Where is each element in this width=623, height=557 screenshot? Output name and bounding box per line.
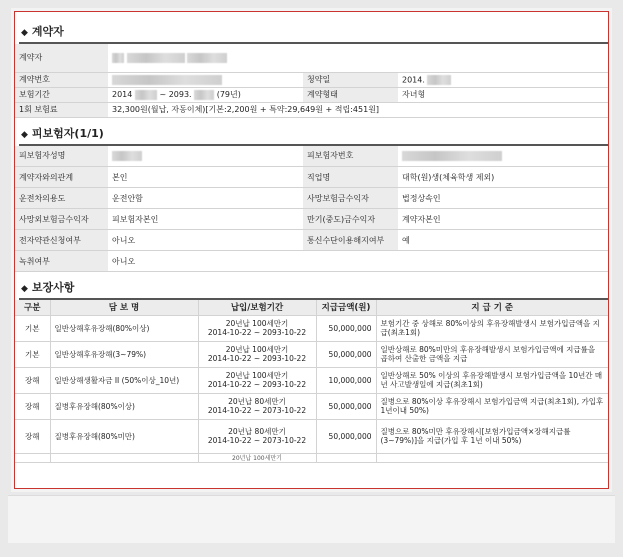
bottom-area xyxy=(8,495,615,543)
insured-id-label: 피보험자번호 xyxy=(303,146,398,167)
coverage-header-name: 담 보 명 xyxy=(50,300,198,315)
contract-type-value: 자녀형 xyxy=(398,87,608,102)
vehicle-use-label: 운전차의용도 xyxy=(15,188,108,209)
table-row: 기본 일반상해후유장해(3~79%) 20년납 100세만기 2014-10-22 ~ 2093-10-22 50,000,000 일반상해로 80%미만의 후유장해발생시 보험가입금액에 지급률을 곱하여 산출한 금액을 지급 xyxy=(15,341,608,367)
insured-name-value xyxy=(108,146,303,167)
diamond-bullet-icon: ◆ xyxy=(21,284,28,294)
contract-number-label: 계약번호 xyxy=(15,72,108,87)
contractor-name-label: 계약자 xyxy=(15,44,108,72)
insured-name-label: 피보험자성명 xyxy=(15,146,108,167)
premium-label: 1회 보험료 xyxy=(15,102,108,117)
contractor-name-value xyxy=(108,44,608,72)
table-row: 기본 일반상해후유장해(80%이상) 20년납 100세만기 2014-10-22 ~ 2093-10-22 50,000,000 보험기간 중 상해로 80%이상의 후유장해발생시 보험가입금액을 지급(최초1회) xyxy=(15,315,608,341)
insured-section-title: ◆ 피보험자(1/1) xyxy=(21,126,104,140)
contract-number-value xyxy=(108,72,303,87)
coverage-header-period: 납입/보험기간 xyxy=(198,300,316,315)
death-beneficiary-label: 사망보험금수익자 xyxy=(303,188,398,209)
contract-type-label: 계약형태 xyxy=(303,87,398,102)
subscription-date-label: 청약일 xyxy=(303,72,398,87)
table-row: 장해 질병후유장해(80%미만) 20년납 80세만기 2014-10-22 ~ 2073-10-22 50,000,000 질병으로 80%미만 후유장해시[보험가입금액×장해지급률(3~79%)]을 지급(가입 후 1년 이내 50%) xyxy=(15,419,608,453)
table-row: 장해 질병후유장해(80%이상) 20년납 80세만기 2014-10-22 ~ 2073-10-22 50,000,000 질병으로 80%이상 후유장해시 보험가입금액 지급(최초1회), 가입후 1년이내 50%) xyxy=(15,393,608,419)
comm-termination-label: 통신수단이용해지여부 xyxy=(303,230,398,251)
e-contract-label: 전자약관신청여부 xyxy=(15,230,108,251)
diamond-bullet-icon: ◆ xyxy=(21,28,28,38)
maturity-beneficiary-label: 만기(중도)금수익자 xyxy=(303,209,398,230)
premium-value: 32,300원(월납, 자동이체)[기본:2,200원 + 특약:29,649원 + 적립:451원] xyxy=(108,102,608,117)
relation-value: 본인 xyxy=(108,167,303,188)
coverage-header-type: 구분 xyxy=(15,300,50,315)
insured-id-value xyxy=(398,146,608,167)
coverage-section-title: ◆ 보장사항 xyxy=(21,281,75,294)
table-row-cutoff: 20년납 100세만기 xyxy=(15,453,608,462)
job-label: 직업명 xyxy=(303,167,398,188)
contractor-table xyxy=(15,44,608,118)
non-death-beneficiary-label: 사망외보험금수익자 xyxy=(15,209,108,230)
coverage-header-amount: 지급금액(원) xyxy=(316,300,376,315)
maturity-beneficiary-value: 계약자본인 xyxy=(398,209,608,230)
contractor-section-title: ◆ 계약자 xyxy=(21,25,64,38)
recording-value: 아니오 xyxy=(108,251,608,272)
table-row: 장해 일반상해생활자금 II (50%이상_10년) 20년납 100세만기 2014-10-22 ~ 2093-10-22 10,000,000 일반상해로 50% 이상의 후유장해발생시 보험가입금액을 10년간 매년 사고발생일에 지급(최초1회) xyxy=(15,367,608,393)
e-contract-value: 아니오 xyxy=(108,230,303,251)
insurance-period-value: 2014 ~ 2093. (79년) xyxy=(108,87,303,102)
coverage-table xyxy=(15,300,608,463)
coverage-header-basis: 지 급 기 준 xyxy=(376,300,608,315)
death-beneficiary-value: 법정상속인 xyxy=(398,188,608,209)
insured-table xyxy=(15,146,608,273)
job-value: 대학(원)생(체육학생 제외) xyxy=(398,167,608,188)
non-death-beneficiary-value: 피보험자본인 xyxy=(108,209,303,230)
insurance-period-label: 보험기간 xyxy=(15,87,108,102)
subscription-date-value: 2014. xyxy=(398,72,608,87)
vehicle-use-value: 운전안함 xyxy=(108,188,303,209)
recording-label: 녹취여부 xyxy=(15,251,108,272)
diamond-bullet-icon: ◆ xyxy=(21,129,28,140)
policy-document xyxy=(14,11,609,489)
relation-label: 계약자와의관계 xyxy=(15,167,108,188)
comm-termination-value: 예 xyxy=(398,230,608,251)
